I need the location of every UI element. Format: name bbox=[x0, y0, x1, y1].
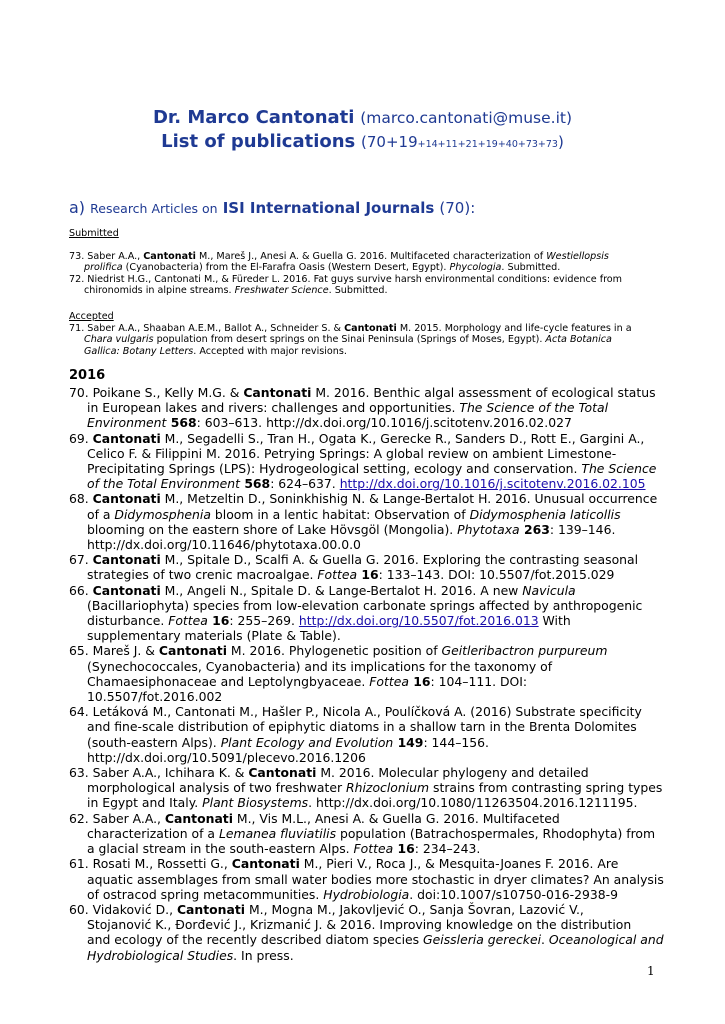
publication-count: (70+19+14+11+21+19+40+73+73) bbox=[361, 133, 564, 151]
author-line bbox=[0, 106, 725, 130]
publication-entry-70: 70. Poikane S., Kelly M.G. & Cantonati M. 2016. Benthic algal assessment of ecological status in European lakes and rivers: challenges and opportunities. The Science of the Total Environment 568: 603–613. http://dx.doi.org/10.1016/j.scitotenv.2016.02.027 bbox=[69, 385, 656, 431]
doi-link-69[interactable]: http://dx.doi.org/10.1016/j.scitotenv.2016.02.105 bbox=[339, 476, 646, 492]
publication-entry-63: 63. Saber A.A., Ichihara K. & Cantonati M. 2016. Molecular phylogeny and detailed morphological analysis of two freshwater Rhizoclonium strains from contrasting spring types in Egypt and Italy. Plant Biosystems. http://dx.doi.org/10.1080/11263504.2016.1211195. bbox=[69, 765, 663, 811]
publication-entry-60: 60. Vidaković D., Cantonati M., Mogna M., Jakovljević O., Sanja Šovran, Lazović V., Stojanović K., Đorđević J., Krizmanić J. & 2016. Improving knowledge on the distribution and ecology of the recently described diatom species Geissleria gereckei. Oceanological and Hydrobiological Studies. In press. bbox=[69, 901, 664, 963]
publication-entry-68: 68. Cantonati M., Metzeltin D., Soninkhishig N. & Lange-Bertalot H. 2016. Unusual occurrence of a Didymosphenia bloom in a lentic habitat: Observation of Didymosphenia laticollis blooming on the eastern shore of Lake Hövsgöl (Mongolia). Phytotaxa 263: 139–146. http://dx.doi.org/10.11646/phytotaxa.00.0.0 bbox=[69, 491, 658, 553]
page-number: 1 bbox=[647, 964, 655, 978]
list-title: List of publications bbox=[161, 131, 356, 152]
publication-entry-69: 69. Cantonati M., Segadelli S., Tran H., Ogata K., Gerecke R., Sanders D., Rott E., Gargini A., Celico F. & Filippini M. 2016. Petrying Springs: A global review on ambient Limestone- Precipitating Springs (LPS): Hydrogeological setting, ecology and conservation. The Science of the Total Environment 568: 624–637. http://dx.doi.org/10.1016/j.scitotenv.2016.02.105 bbox=[69, 430, 657, 492]
author-email: (marco.cantonati@muse.it) bbox=[360, 109, 573, 127]
year-heading: 2016 bbox=[69, 368, 106, 383]
publication-entry-66: 66. Cantonati M., Angeli N., Spitale D. & Lange-Bertalot H. 2016. A new Navicula (Bacillariophyta) species from low-elevation carbonate springs affected by anthropogenic disturbance. Fottea 16: 255–269. http://dx.doi.org/10.5507/fot.2016.013 With supplementary materials (Plate & Table). bbox=[69, 582, 643, 644]
publication-list-2016 bbox=[69, 385, 669, 963]
submitted-label: Submitted bbox=[69, 228, 119, 239]
publication-entry-71: 71. Saber A.A., Shaaban A.E.M., Ballot A., Schneider S. & Cantonati M. 2015. Morphology and life-cycle features in a Chara vulgaris population from desert springs on the Sinai Peninsula (Springs of Moses, Egypt). Acta Botanica Gallica: Botany Letters. Accepted with major revisions. bbox=[69, 322, 632, 357]
author-name: Dr. Marco Cantonati bbox=[152, 107, 355, 128]
document-header bbox=[0, 106, 725, 157]
publication-entry-65: 65. Mareš J. & Cantonati M. 2016. Phylogenetic position of Geitleribactron purpureum (Synechococcales, Cyanobacteria) and its implications for the taxonomy of Chamaesiphonaceae and Leptolyngbyaceae. Fottea 16: 104–111. DOI: 10.5507/fot.2016.002 bbox=[69, 643, 608, 705]
section-heading: a) Research Articles on ISI International Journals (70): bbox=[69, 198, 476, 217]
publication-entry-72: 72. Niedrist H.G., Cantonati M., & Füreder L. 2016. Fat guys survive harsh environmental conditions: evidence from chironomids in alpine streams. Freshwater Science. Submitted. bbox=[69, 273, 623, 297]
accepted-label: Accepted bbox=[69, 311, 114, 322]
publication-entry-73: 73. Saber A.A., Cantonati M., Mareš J., Anesi A. & Guella G. 2016. Multifaceted characterization of Westiellopsis prolifica (Cyanobacteria) from the El-Farafra Oasis (Western Desert, Egypt). Phycologia. Submitted. bbox=[69, 250, 609, 274]
publication-entry-67: 67. Cantonati M., Spitale D., Scalfi A. & Guella G. 2016. Exploring the contrasting seasonal strategies of two crenic macroalgae. Fottea 16: 133–143. DOI: 10.5507/fot.2015.029 bbox=[69, 552, 639, 583]
accepted-block bbox=[69, 311, 659, 357]
doi-link-66[interactable]: http://dx.doi.org/10.5507/fot.2016.013 bbox=[298, 613, 539, 629]
list-title-line bbox=[0, 130, 725, 157]
submitted-block bbox=[69, 228, 659, 297]
publication-entry-64: 64. Letáková M., Cantonati M., Hašler P., Nicola A., Poulíčková A. (2016) Substrate specificity and fine-scale distribution of epiphytic diatoms in a shallow tarn in the Brenta Dolomites (south-eastern Alps). Plant Ecology and Evolution 149: 144–156. http://dx.doi.org/10.5091/plecevo.2016.1206 bbox=[69, 704, 642, 765]
publication-entry-61: 61. Rosati M., Rossetti G., Cantonati M., Pieri V., Roca J., & Mesquita-Joanes F. 2016. Are aquatic assemblages from small water bodies more stochastic in dryer climates? An analysis of ostracod spring metacommunities. Hydrobiologia. doi:10.1007/s10750-016-2938-9 bbox=[69, 856, 664, 902]
publication-entry-62: 62. Saber A.A., Cantonati M., Vis M.L., Anesi A. & Guella G. 2016. Multifaceted characterization of a Lemanea fluviatilis population (Batrachospermales, Rhodophyta) from a glacial stream in the south-eastern Alps. Fottea 16: 234–243. bbox=[69, 810, 656, 857]
